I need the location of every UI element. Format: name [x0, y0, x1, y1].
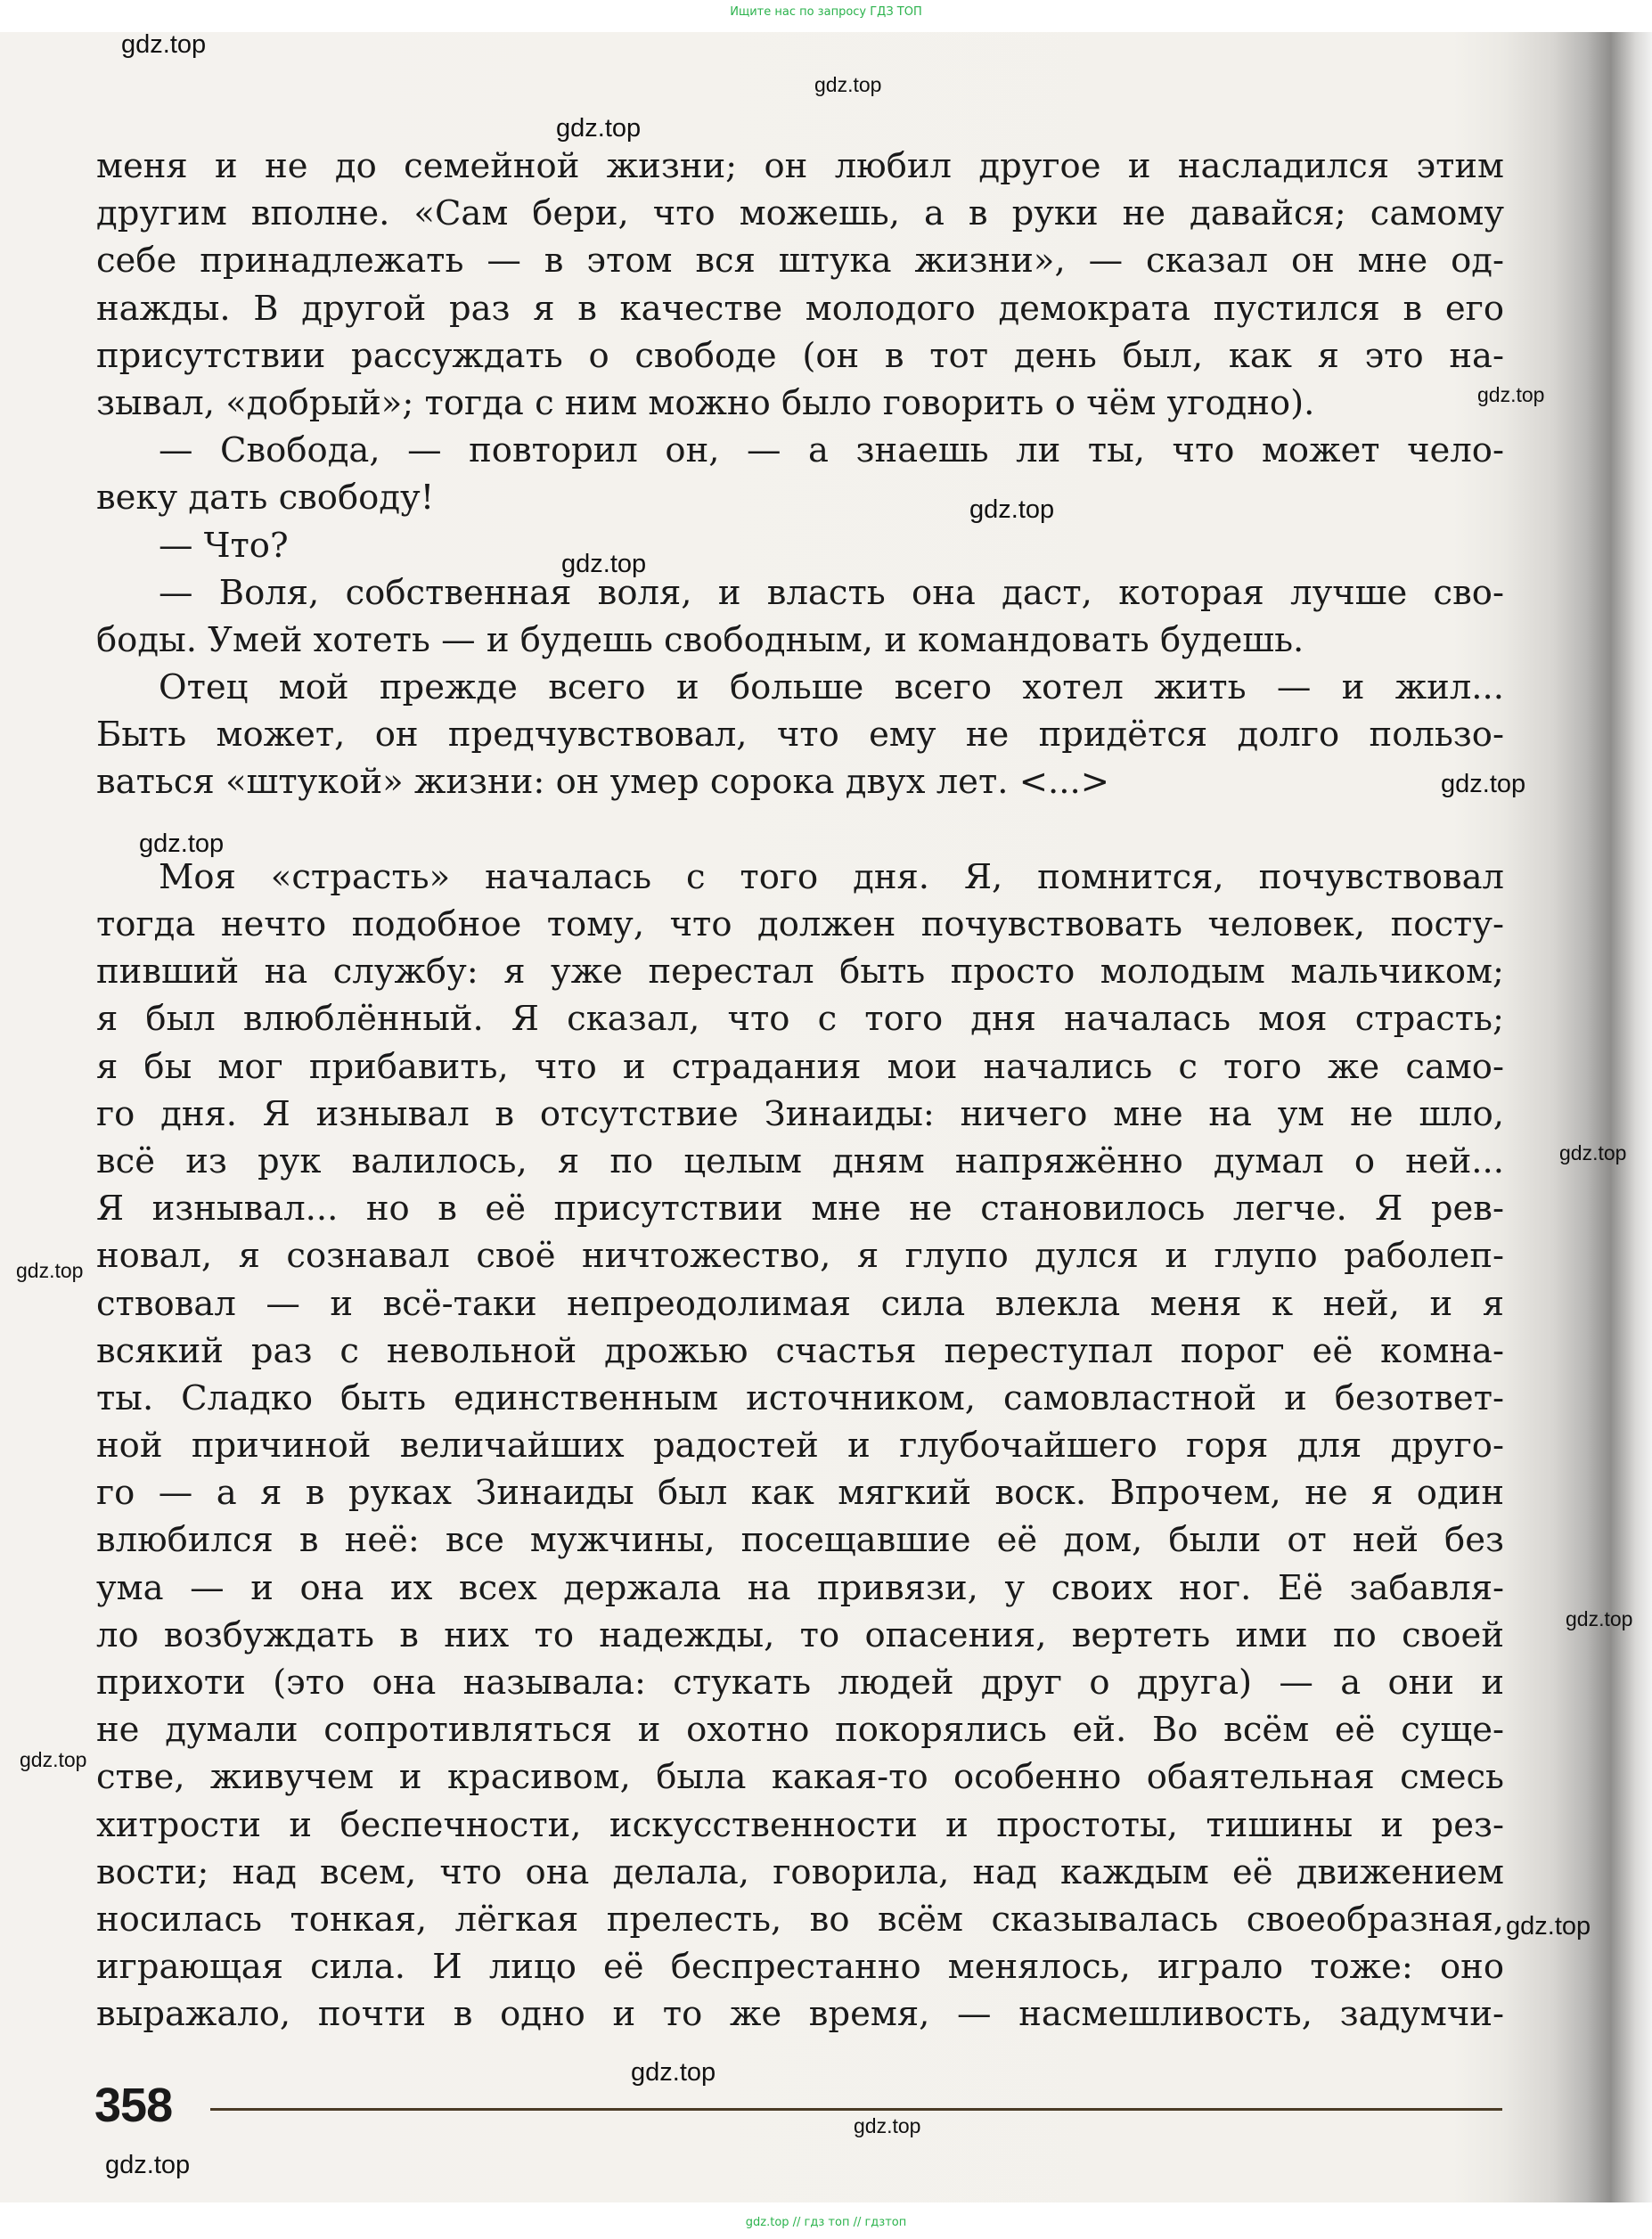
text-line: Моя «страсть» началась с того дня. Я, помнится, почувствовал [159, 856, 1504, 897]
text-line: ствовал — и всё-таки непреодолимая сила влекла меня к ней, и я [96, 1283, 1504, 1324]
text-line: — Что? [159, 525, 289, 566]
text-line: ной причиной величайших радостей и глубочайшего горя для друго- [96, 1426, 1504, 1467]
text-line: Я изнывал... но в её присутствии мне не становилось легче. Я рев- [96, 1189, 1504, 1230]
text-line: ты. Сладко быть единственным источником, самовластной и безответ- [96, 1377, 1504, 1418]
watermark: gdz.top [16, 1259, 84, 1282]
watermark: gdz.top [1441, 770, 1526, 798]
watermark: gdz.top [20, 1748, 87, 1771]
watermark: gdz.top [814, 73, 882, 96]
body-text [96, 143, 1504, 2039]
text-line: боды. Умей хотеть — и будешь свободным, и командовать будешь. [96, 619, 1304, 660]
text-line: выражало, почти в одно и то же время, — насмешливость, задумчи- [96, 1994, 1504, 2035]
text-line: я бы мог прибавить, что и страдания мои начались с того же само- [96, 1046, 1504, 1087]
text-line: нажды. В другой раз я в качестве молодого демократа пустился в его [96, 288, 1504, 329]
text-line: присутствии рассуждать о свободе (он в тот день был, как я это на- [96, 335, 1504, 376]
bottom-banner[interactable]: gdz.top // гдз топ // гдзтоп [745, 2216, 907, 2229]
text-line: — Воля, собственная воля, и власть она даст, которая лучше сво- [159, 572, 1504, 613]
text-line: другим вполне. «Сам бери, что можешь, а в руки не давайся; самому [96, 193, 1504, 234]
text-line: го — а я в руках Зинаиды был как мягкий воск. Впрочем, не я один [96, 1473, 1504, 1514]
watermark: gdz.top [1566, 1607, 1633, 1630]
watermark: gdz.top [969, 495, 1055, 524]
footer-rule [210, 2108, 1502, 2111]
text-line: я был влюблённый. Я сказал, что с того дня началась моя страсть; [96, 999, 1504, 1040]
text-line: Быть может, он предчувствовал, что ему не придётся долго пользо- [96, 715, 1504, 756]
text-line: вости; над всем, что она делала, говорила, над каждым её движением [96, 1851, 1504, 1892]
watermark: gdz.top [561, 550, 647, 578]
text-line: меня и не до семейной жизни; он любил другое и насладился этим [96, 146, 1504, 186]
text-line: влюбился в неё: все мужчины, посещавшие её дом, были от ней без [96, 1520, 1504, 1561]
text-line: — Свобода, — повторил он, — а знаешь ли ты, что может чело- [159, 430, 1504, 471]
watermark: gdz.top [139, 829, 225, 858]
text-line: хитрости и беспечности, искусственности и простоты, тишины и рез- [96, 1804, 1504, 1845]
watermark: gdz.top [121, 30, 207, 59]
text-line: играющая сила. И лицо её беспрестанно менялось, играло тоже: оно [96, 1947, 1504, 1988]
text-line: тогда нечто подобное тому, что должен почувствовать человек, посту- [96, 904, 1504, 944]
text-line: себе принадлежать — в этом вся штука жизни», — сказал он мне од- [96, 241, 1504, 282]
text-line: веку дать свободу! [96, 478, 435, 519]
text-line: новал, я сознавал своё ничтожество, я глупо дулся и глупо раболеп- [96, 1236, 1504, 1277]
text-line: зывал, «добрый»; тогда с ним можно было говорить о чём угодно). [96, 382, 1315, 423]
watermark: gdz.top [1559, 1141, 1627, 1164]
watermark: gdz.top [105, 2151, 191, 2179]
watermark: gdz.top [631, 2058, 716, 2087]
watermark: gdz.top [1477, 383, 1545, 406]
text-line: ло возбуждать в них то надежды, то опасения, вертеть ими по своей [96, 1614, 1504, 1655]
page-number: 358 [94, 2079, 173, 2132]
paragraph-gap [96, 806, 1504, 854]
text-line: всякий раз с невольной дрожью счастья переступал порог её комна- [96, 1330, 1504, 1371]
watermark: gdz.top [854, 2114, 921, 2137]
text-line: стве, живучем и красивом, была какая-то особенно обаятельная смесь [96, 1757, 1504, 1798]
text-line: прихоти (это она называла: стукать людей друг о друга) — а они и [96, 1663, 1504, 1703]
text-line: всё из рук валилось, я по целым дням напряжённо думал о ней... [96, 1140, 1504, 1181]
text-line: пивший на службу: я уже перестал быть просто молодым мальчиком; [96, 952, 1504, 993]
text-line: не думали сопротивляться и охотно покорялись ей. Во всём её суще- [96, 1710, 1504, 1751]
text-line: го дня. Я изнывал в отсутствие Зинаиды: ничего мне на ум не шло, [96, 1093, 1504, 1134]
text-line: носилась тонкая, лёгкая прелесть, во всём сказывалась своеобразная, [96, 1899, 1504, 1940]
top-banner[interactable]: Ищите нас по запросу ГДЗ ТОП [730, 5, 922, 19]
text-line: Отец мой прежде всего и больше всего хотел жить — и жил... [159, 667, 1504, 708]
watermark: gdz.top [556, 114, 642, 143]
text-line: ваться «штукой» жизни: он умер сорока двух лет. <...> [96, 762, 1109, 803]
text-line: ума — и она их всех держала на привязи, у своих ног. Её забавля- [96, 1567, 1504, 1608]
watermark: gdz.top [1506, 1912, 1591, 1941]
